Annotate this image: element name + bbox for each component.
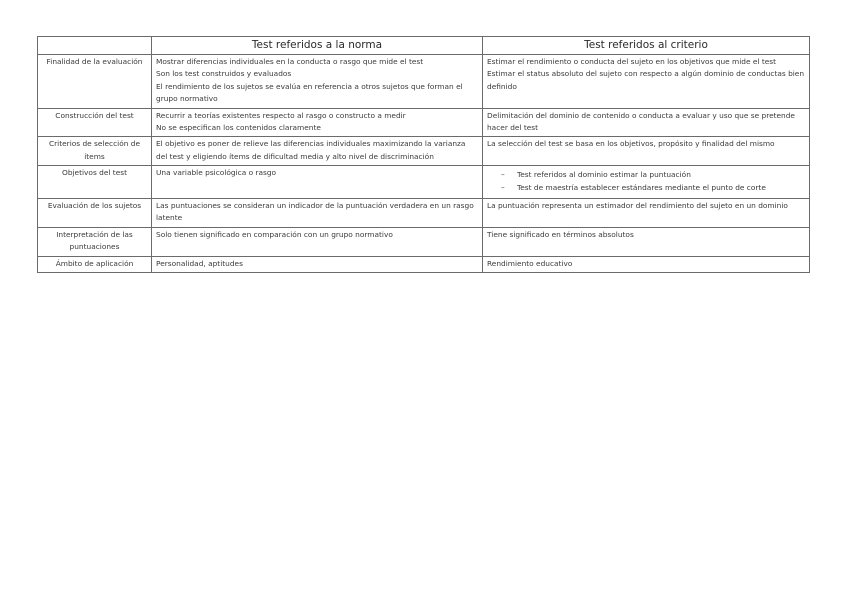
list-item: – Test referidos al dominio estimar la puntuación: [501, 169, 805, 181]
table-header-row: [38, 37, 810, 55]
cell-text: El objetivo es poner de relieve las diferencias individuales maximizando la varianza del test y eligiendo ítems de dificultad media y alto nivel de discriminación: [156, 139, 466, 161]
criterio-cell: [483, 166, 810, 199]
table-row: [38, 55, 810, 109]
cell-text: Tiene significado en términos absolutos: [487, 229, 634, 239]
cell-text: Una variable psicológica o rasgo: [156, 168, 277, 178]
row-label: Finalidad de la evaluación: [38, 55, 152, 109]
cell-text: Son los test construidos y evaluados: [156, 69, 292, 79]
header-empty-cell: [38, 37, 152, 55]
criterio-cell: [483, 108, 810, 137]
criterio-cell: [483, 227, 810, 256]
cell-text: Rendimiento educativo: [487, 258, 573, 268]
cell-text: Delimitación del dominio de contenido o conducta a evaluar y uso que se pretende hacer del test: [487, 110, 795, 133]
header-norma: Test referidos a la norma: [152, 37, 483, 55]
norma-cell: [152, 137, 483, 166]
criterio-cell: [483, 256, 810, 272]
norma-cell: [152, 108, 483, 137]
row-label: Objetivos del test: [38, 166, 152, 199]
table-row: [38, 227, 810, 256]
table-row: [38, 166, 810, 199]
row-label: Evaluación de los sujetos: [38, 199, 152, 228]
criterio-cell: [483, 55, 810, 109]
criterio-cell: [483, 137, 810, 166]
norma-cell: [152, 199, 483, 228]
cell-text: Las puntuaciones se consideran un indicador de la puntuación verdadera en un rasgo latente: [156, 201, 474, 223]
cell-text: Personalidad, aptitudes: [156, 258, 243, 268]
header-criterio: Test referidos al criterio: [483, 37, 810, 55]
list-item: – Test de maestría establecer estándares mediante el punto de corte: [501, 182, 805, 194]
row-label: Interpretación de las puntuaciones: [38, 227, 152, 256]
norma-cell: [152, 256, 483, 272]
table-row: [38, 108, 810, 137]
table-row: [38, 256, 810, 272]
norma-cell: [152, 227, 483, 256]
cell-text: El rendimiento de los sujetos se evalúa en referencia a otros sujetos que forman el grupo normativo: [156, 81, 463, 104]
cell-text: Estimar el status absoluto del sujeto con respecto a algún dominio de conductas bien definido: [487, 69, 805, 91]
table-row: [38, 199, 810, 228]
cell-text: La puntuación representa un estimador del rendimiento del sujeto en un dominio: [487, 201, 788, 211]
comparison-table: [37, 36, 810, 273]
row-label: Construcción del test: [38, 108, 152, 137]
table-row: [38, 137, 810, 166]
cell-text: Estimar el rendimiento o conducta del sujeto en los objetivos que mide el test: [487, 57, 777, 66]
norma-cell: [152, 166, 483, 199]
cell-text: La selección del test se basa en los objetivos, propósito y finalidad del mismo: [487, 139, 775, 149]
criterio-list: [487, 169, 805, 194]
criterio-cell: [483, 199, 810, 228]
row-label: Ámbito de aplicación: [38, 256, 152, 272]
cell-text: Mostrar diferencias individuales en la conducta o rasgo que mide el test: [156, 57, 424, 66]
cell-text: Recurrir a teorías existentes respecto al rasgo o constructo a medir: [156, 110, 406, 120]
cell-text: Solo tienen significado en comparación con un grupo normativo: [156, 229, 393, 239]
cell-text: No se especifican los contenidos claramente: [156, 123, 321, 133]
row-label: Criterios de selección de ítems: [38, 137, 152, 166]
norma-cell: [152, 55, 483, 109]
